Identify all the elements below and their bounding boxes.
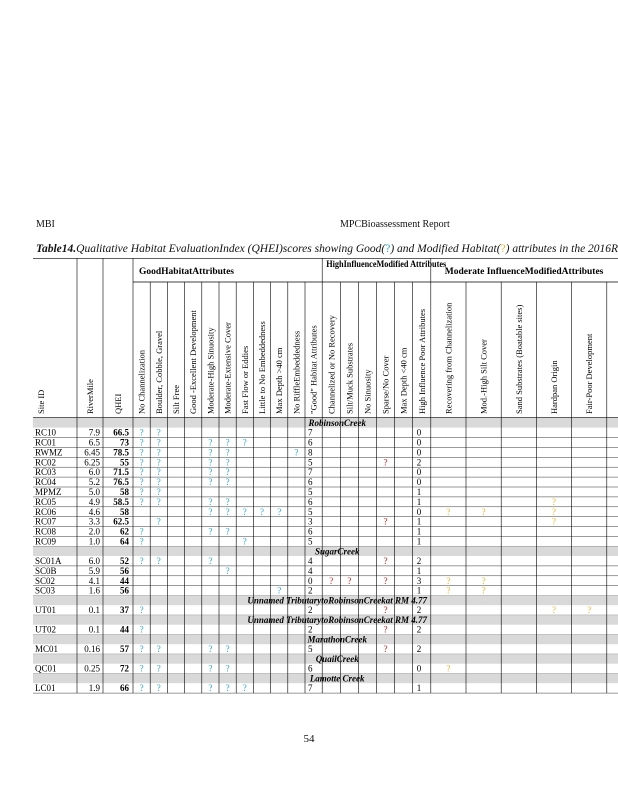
- good-attribute-marker: ?: [225, 457, 230, 468]
- high-influence-marker: ?: [383, 624, 388, 635]
- river-mile: 6.45: [84, 447, 100, 458]
- good-attribute-marker: ?: [225, 437, 230, 448]
- good-count: 5: [308, 487, 313, 497]
- qhei-table-grid: [33, 258, 618, 726]
- good-attribute-marker: ?: [242, 437, 247, 448]
- col-good-3: Good -Excellent Development: [188, 310, 199, 414]
- section-label: QuailCreek: [315, 654, 359, 665]
- col-good-10: "Good" Habitat Attributes: [308, 325, 319, 414]
- good-attribute-marker: ?: [156, 496, 161, 507]
- good-attribute-marker: ?: [225, 477, 230, 488]
- river-mile: 6.25: [84, 457, 100, 468]
- qhei-score: 78.5: [113, 447, 129, 458]
- good-count: 2: [308, 624, 313, 635]
- header-right: MPCBioassessment Report: [340, 219, 450, 230]
- river-mile: 0.1: [88, 624, 100, 635]
- good-attribute-marker: ?: [156, 663, 161, 674]
- site-id: RC08: [35, 526, 57, 537]
- high-count: 1: [416, 683, 422, 694]
- site-id: LC01: [35, 683, 56, 694]
- river-mile: 1.0: [88, 536, 100, 547]
- moderate-influence-marker: ?: [481, 506, 486, 517]
- col-moderate-0: Recovering from Channelization: [443, 302, 454, 414]
- good-count: 5: [308, 644, 313, 655]
- col-good-9: No RiffleEmbeddedness: [291, 330, 302, 414]
- site-id: SC03: [35, 585, 56, 596]
- col-good-6: Fast Flow or Eddies: [239, 345, 250, 414]
- good-attribute-marker: ?: [156, 457, 161, 468]
- high-count: 1: [416, 496, 422, 507]
- good-count: 6: [308, 526, 313, 537]
- moderate-influence-marker: ?: [481, 585, 486, 596]
- river-mile: 5.9: [88, 565, 100, 576]
- qhei-score: 76.5: [113, 477, 129, 488]
- col-good-2: Silt Free: [171, 384, 181, 414]
- good-count: 4: [308, 556, 313, 566]
- qhei-score: 56: [120, 585, 129, 596]
- river-mile: 0.25: [84, 663, 100, 674]
- good-count: 7: [308, 467, 313, 478]
- good-attribute-marker: ?: [225, 447, 230, 458]
- moderate-marker-legend: ?: [500, 243, 506, 255]
- qhei-table: [33, 258, 618, 726]
- high-count: 2: [416, 605, 422, 616]
- section-label: Unnamed TributarytoRobinsonCreekat RM 4.77: [247, 595, 428, 606]
- good-attribute-marker: ?: [208, 526, 213, 537]
- good-attribute-marker: ?: [225, 506, 230, 517]
- good-attribute-marker: ?: [156, 683, 161, 694]
- high-influence-marker: ?: [383, 457, 388, 468]
- high-count: 1: [416, 516, 422, 527]
- good-attribute-marker: ?: [156, 644, 161, 655]
- good-attribute-marker: ?: [225, 467, 230, 478]
- col-good-0: No Channelization: [136, 350, 147, 414]
- high-count: 2: [416, 624, 422, 635]
- high-influence-marker: ?: [383, 556, 388, 566]
- good-count: 7: [308, 683, 313, 694]
- section-label: Lamotte Creek: [309, 673, 365, 684]
- good-attribute-marker: ?: [208, 556, 213, 566]
- high-influence-marker: ?: [347, 575, 352, 586]
- caption-text-a: Qualitative Habitat EvaluationIndex (QHEI)scores showing Good(: [76, 243, 386, 255]
- good-attribute-marker: ?: [208, 437, 213, 448]
- high-count: 0: [416, 427, 422, 438]
- river-mile: 4.1: [88, 575, 100, 586]
- good-count: 5: [308, 457, 313, 468]
- qhei-score: 44: [120, 575, 129, 586]
- qhei-score: 37: [120, 605, 129, 616]
- col-moderate-2: Sand Substrates (Boatable sites): [513, 304, 524, 414]
- high-count: 0: [416, 467, 422, 478]
- river-mile: 4.9: [88, 496, 100, 507]
- high-count: 1: [416, 487, 422, 497]
- col-good-5: Moderate-Extensive Cover: [222, 322, 233, 414]
- col-good-1: Boulder, Cobble, Gravel: [153, 330, 164, 414]
- good-attribute-marker: ?: [225, 496, 230, 507]
- good-attribute-marker: ?: [139, 683, 144, 694]
- qhei-score: 58: [120, 487, 129, 497]
- good-attribute-marker: ?: [208, 496, 213, 507]
- site-id: RC05: [35, 496, 57, 507]
- qhei-score: 52: [120, 556, 129, 566]
- moderate-influence-marker: ?: [587, 605, 592, 616]
- good-count: 4: [308, 565, 313, 576]
- high-influence-marker: ?: [383, 644, 388, 655]
- moderate-influence-marker: ?: [552, 516, 556, 527]
- group-good-attributes: GoodHabitatAttributes: [139, 267, 234, 277]
- moderate-influence-marker: ?: [552, 496, 556, 507]
- good-attribute-marker: ?: [208, 457, 213, 468]
- good-attribute-marker: ?: [208, 477, 213, 488]
- good-attribute-marker: ?: [242, 683, 247, 694]
- good-attribute-marker: ?: [225, 683, 230, 694]
- page-number: 54: [303, 733, 315, 745]
- site-id: RC01: [35, 437, 57, 448]
- good-attribute-marker: ?: [156, 427, 161, 438]
- good-attribute-marker: ?: [208, 447, 213, 458]
- site-id: SC01A: [35, 556, 62, 566]
- site-id: RC09: [35, 536, 57, 547]
- good-attribute-marker: ?: [139, 487, 144, 497]
- high-count: 1: [416, 526, 422, 537]
- section-label: RobinsonCreek: [308, 418, 366, 428]
- good-attribute-marker: ?: [139, 526, 144, 537]
- moderate-influence-marker: ?: [446, 585, 451, 596]
- river-mile: 2.0: [88, 526, 100, 537]
- good-attribute-marker: ?: [156, 467, 161, 478]
- site-id: RC03: [35, 467, 57, 478]
- qhei-score: 56: [120, 565, 129, 576]
- river-mile: 3.3: [88, 516, 100, 527]
- good-attribute-marker: ?: [139, 536, 144, 547]
- site-id: RC04: [35, 477, 57, 488]
- qhei-score: 71.5: [113, 467, 129, 478]
- good-attribute-marker: ?: [156, 437, 161, 448]
- river-mile: 4.6: [88, 506, 100, 517]
- good-count: 5: [308, 536, 313, 547]
- col-site-id: Site ID: [36, 389, 46, 414]
- good-count: 0: [308, 575, 313, 586]
- good-attribute-marker: ?: [208, 506, 213, 517]
- col-high-2: No Sinuosity: [362, 369, 373, 414]
- high-count: 1: [416, 536, 422, 547]
- qhei-score: 66: [120, 683, 129, 694]
- high-count: 2: [416, 457, 422, 468]
- good-count: 5: [308, 506, 313, 517]
- site-id: RC07: [35, 516, 57, 527]
- high-count: 1: [416, 565, 422, 576]
- caption-text-b: ) and Modified Habitat(: [390, 243, 501, 255]
- good-attribute-marker: ?: [242, 506, 247, 517]
- site-id: RC10: [35, 427, 57, 438]
- good-attribute-marker: ?: [208, 683, 213, 694]
- high-count: 0: [416, 506, 422, 517]
- group-high-influence: HighInfluenceModified Attributes: [326, 260, 447, 270]
- moderate-influence-marker: ?: [446, 663, 451, 674]
- good-count: 6: [308, 477, 313, 488]
- high-count: 2: [416, 644, 422, 655]
- qhei-score: 58: [120, 506, 129, 517]
- river-mile: 0.1: [88, 605, 100, 616]
- good-attribute-marker: ?: [139, 496, 144, 507]
- high-count: 1: [416, 585, 422, 596]
- good-attribute-marker: ?: [139, 624, 144, 635]
- moderate-influence-marker: ?: [481, 575, 486, 586]
- site-id: SC02: [35, 575, 56, 586]
- col-high-1: Silt/Muck Substrates: [344, 342, 355, 414]
- section-label: SugarCreek: [314, 546, 360, 557]
- good-attribute-marker: ?: [156, 477, 161, 488]
- high-count: 0: [416, 447, 422, 458]
- site-id: SC0B: [35, 565, 57, 576]
- good-attribute-marker: ?: [156, 447, 161, 458]
- river-mile: 5.0: [88, 487, 100, 497]
- river-mile: 7.9: [88, 427, 100, 438]
- site-id: QC01: [35, 663, 57, 674]
- good-attribute-marker: ?: [208, 663, 213, 674]
- good-marker-legend: ?: [385, 243, 391, 255]
- good-attribute-marker: ?: [139, 427, 144, 438]
- table-caption: [36, 243, 618, 255]
- qhei-score: 73: [120, 437, 129, 448]
- good-attribute-marker: ?: [208, 467, 213, 478]
- col-high-0: Channelized or No Recovery: [326, 315, 337, 414]
- qhei-score: 62: [120, 526, 129, 537]
- group-moderate-influence: Moderate InfluenceModifiedAttributes: [444, 267, 604, 277]
- site-id: MC01: [35, 644, 59, 655]
- good-attribute-marker: ?: [294, 447, 299, 458]
- high-influence-marker: ?: [383, 575, 388, 586]
- river-mile: 6.0: [88, 556, 100, 566]
- site-id: UT02: [35, 624, 56, 635]
- good-count: 2: [308, 605, 313, 616]
- high-count: 2: [416, 556, 422, 566]
- high-influence-marker: ?: [383, 516, 388, 527]
- section-label: MarathonCreek: [307, 634, 367, 645]
- high-influence-marker: ?: [383, 605, 388, 616]
- good-count: 6: [308, 663, 313, 674]
- col-good-7: Little to No Embeddedness: [257, 321, 267, 414]
- moderate-influence-marker: ?: [446, 506, 451, 517]
- qhei-score: 55: [120, 457, 129, 468]
- qhei-score: 66.5: [113, 427, 129, 438]
- col-high-5: High Influence Poor Attributes: [416, 308, 427, 414]
- moderate-influence-marker: ?: [552, 506, 556, 517]
- good-attribute-marker: ?: [139, 447, 144, 458]
- good-attribute-marker: ?: [139, 477, 144, 488]
- col-good-4: Moderate-High Sinuosity: [205, 327, 216, 414]
- qhei-score: 62.5: [113, 516, 129, 527]
- col-high-4: Max Depth <40 cm: [398, 347, 409, 414]
- col-moderate-3: Hardpan Origin: [549, 360, 559, 414]
- moderate-influence-marker: ?: [446, 575, 451, 586]
- river-mile: 5.2: [88, 477, 100, 488]
- qhei-score: 64: [120, 536, 129, 547]
- col-moderate-1: Mod.-High Silt Cover: [478, 339, 489, 414]
- col-river-mile: RiverMile: [85, 379, 95, 414]
- caption-label: Table14.: [36, 243, 77, 255]
- good-attribute-marker: ?: [277, 585, 282, 596]
- col-moderate-4: Fair-Poor Development: [584, 333, 595, 414]
- good-attribute-marker: ?: [242, 536, 247, 547]
- good-attribute-marker: ?: [139, 437, 144, 448]
- high-count: 3: [416, 575, 422, 586]
- river-mile: 1.6: [88, 585, 100, 596]
- good-attribute-marker: ?: [225, 565, 230, 576]
- site-id: RWMZ: [35, 447, 63, 458]
- good-attribute-marker: ?: [139, 663, 144, 674]
- good-attribute-marker: ?: [225, 663, 230, 674]
- good-count: 7: [308, 427, 313, 438]
- col-high-3: Sparse/No Cover: [380, 355, 391, 414]
- site-id: MPMZ: [35, 487, 62, 497]
- good-attribute-marker: ?: [225, 526, 230, 537]
- col-good-8: Max Depth >40 cm: [274, 347, 285, 414]
- good-attribute-marker: ?: [225, 644, 230, 655]
- good-count: 6: [308, 437, 313, 448]
- col-qhei: QHEI: [113, 393, 123, 414]
- good-count: 8: [308, 447, 313, 458]
- good-attribute-marker: ?: [260, 506, 264, 517]
- high-count: 0: [416, 663, 422, 674]
- high-count: 0: [416, 477, 422, 488]
- good-attribute-marker: ?: [156, 556, 161, 566]
- moderate-influence-marker: ?: [552, 605, 556, 616]
- river-mile: 0.16: [84, 644, 100, 655]
- high-influence-marker: ?: [329, 575, 334, 586]
- good-attribute-marker: ?: [139, 457, 144, 468]
- good-count: 3: [308, 516, 313, 527]
- good-attribute-marker: ?: [139, 556, 144, 566]
- river-mile: 6.0: [88, 467, 100, 478]
- river-mile: 1.9: [88, 683, 100, 694]
- good-attribute-marker: ?: [139, 467, 144, 478]
- site-id: UT01: [35, 605, 56, 616]
- good-attribute-marker: ?: [156, 516, 161, 527]
- good-attribute-marker: ?: [208, 644, 213, 655]
- good-count: 6: [308, 496, 313, 507]
- good-attribute-marker: ?: [156, 487, 161, 497]
- site-id: RC02: [35, 457, 57, 468]
- good-count: 2: [308, 585, 313, 596]
- good-attribute-marker: ?: [139, 644, 144, 655]
- qhei-score: 72: [120, 663, 129, 674]
- qhei-score: 44: [120, 624, 129, 635]
- header-left: MBI: [36, 219, 55, 230]
- caption-text-c: ) attributes in the 2016R: [505, 243, 618, 255]
- section-label: Unnamed TributarytoRobinsonCreekat RM 4.77: [247, 615, 428, 626]
- good-attribute-marker: ?: [277, 506, 282, 517]
- high-count: 0: [416, 437, 422, 448]
- good-attribute-marker: ?: [139, 605, 144, 616]
- river-mile: 6.5: [88, 437, 100, 448]
- qhei-score: 58.5: [113, 496, 129, 507]
- qhei-score: 57: [120, 644, 129, 655]
- site-id: RC06: [35, 506, 57, 517]
